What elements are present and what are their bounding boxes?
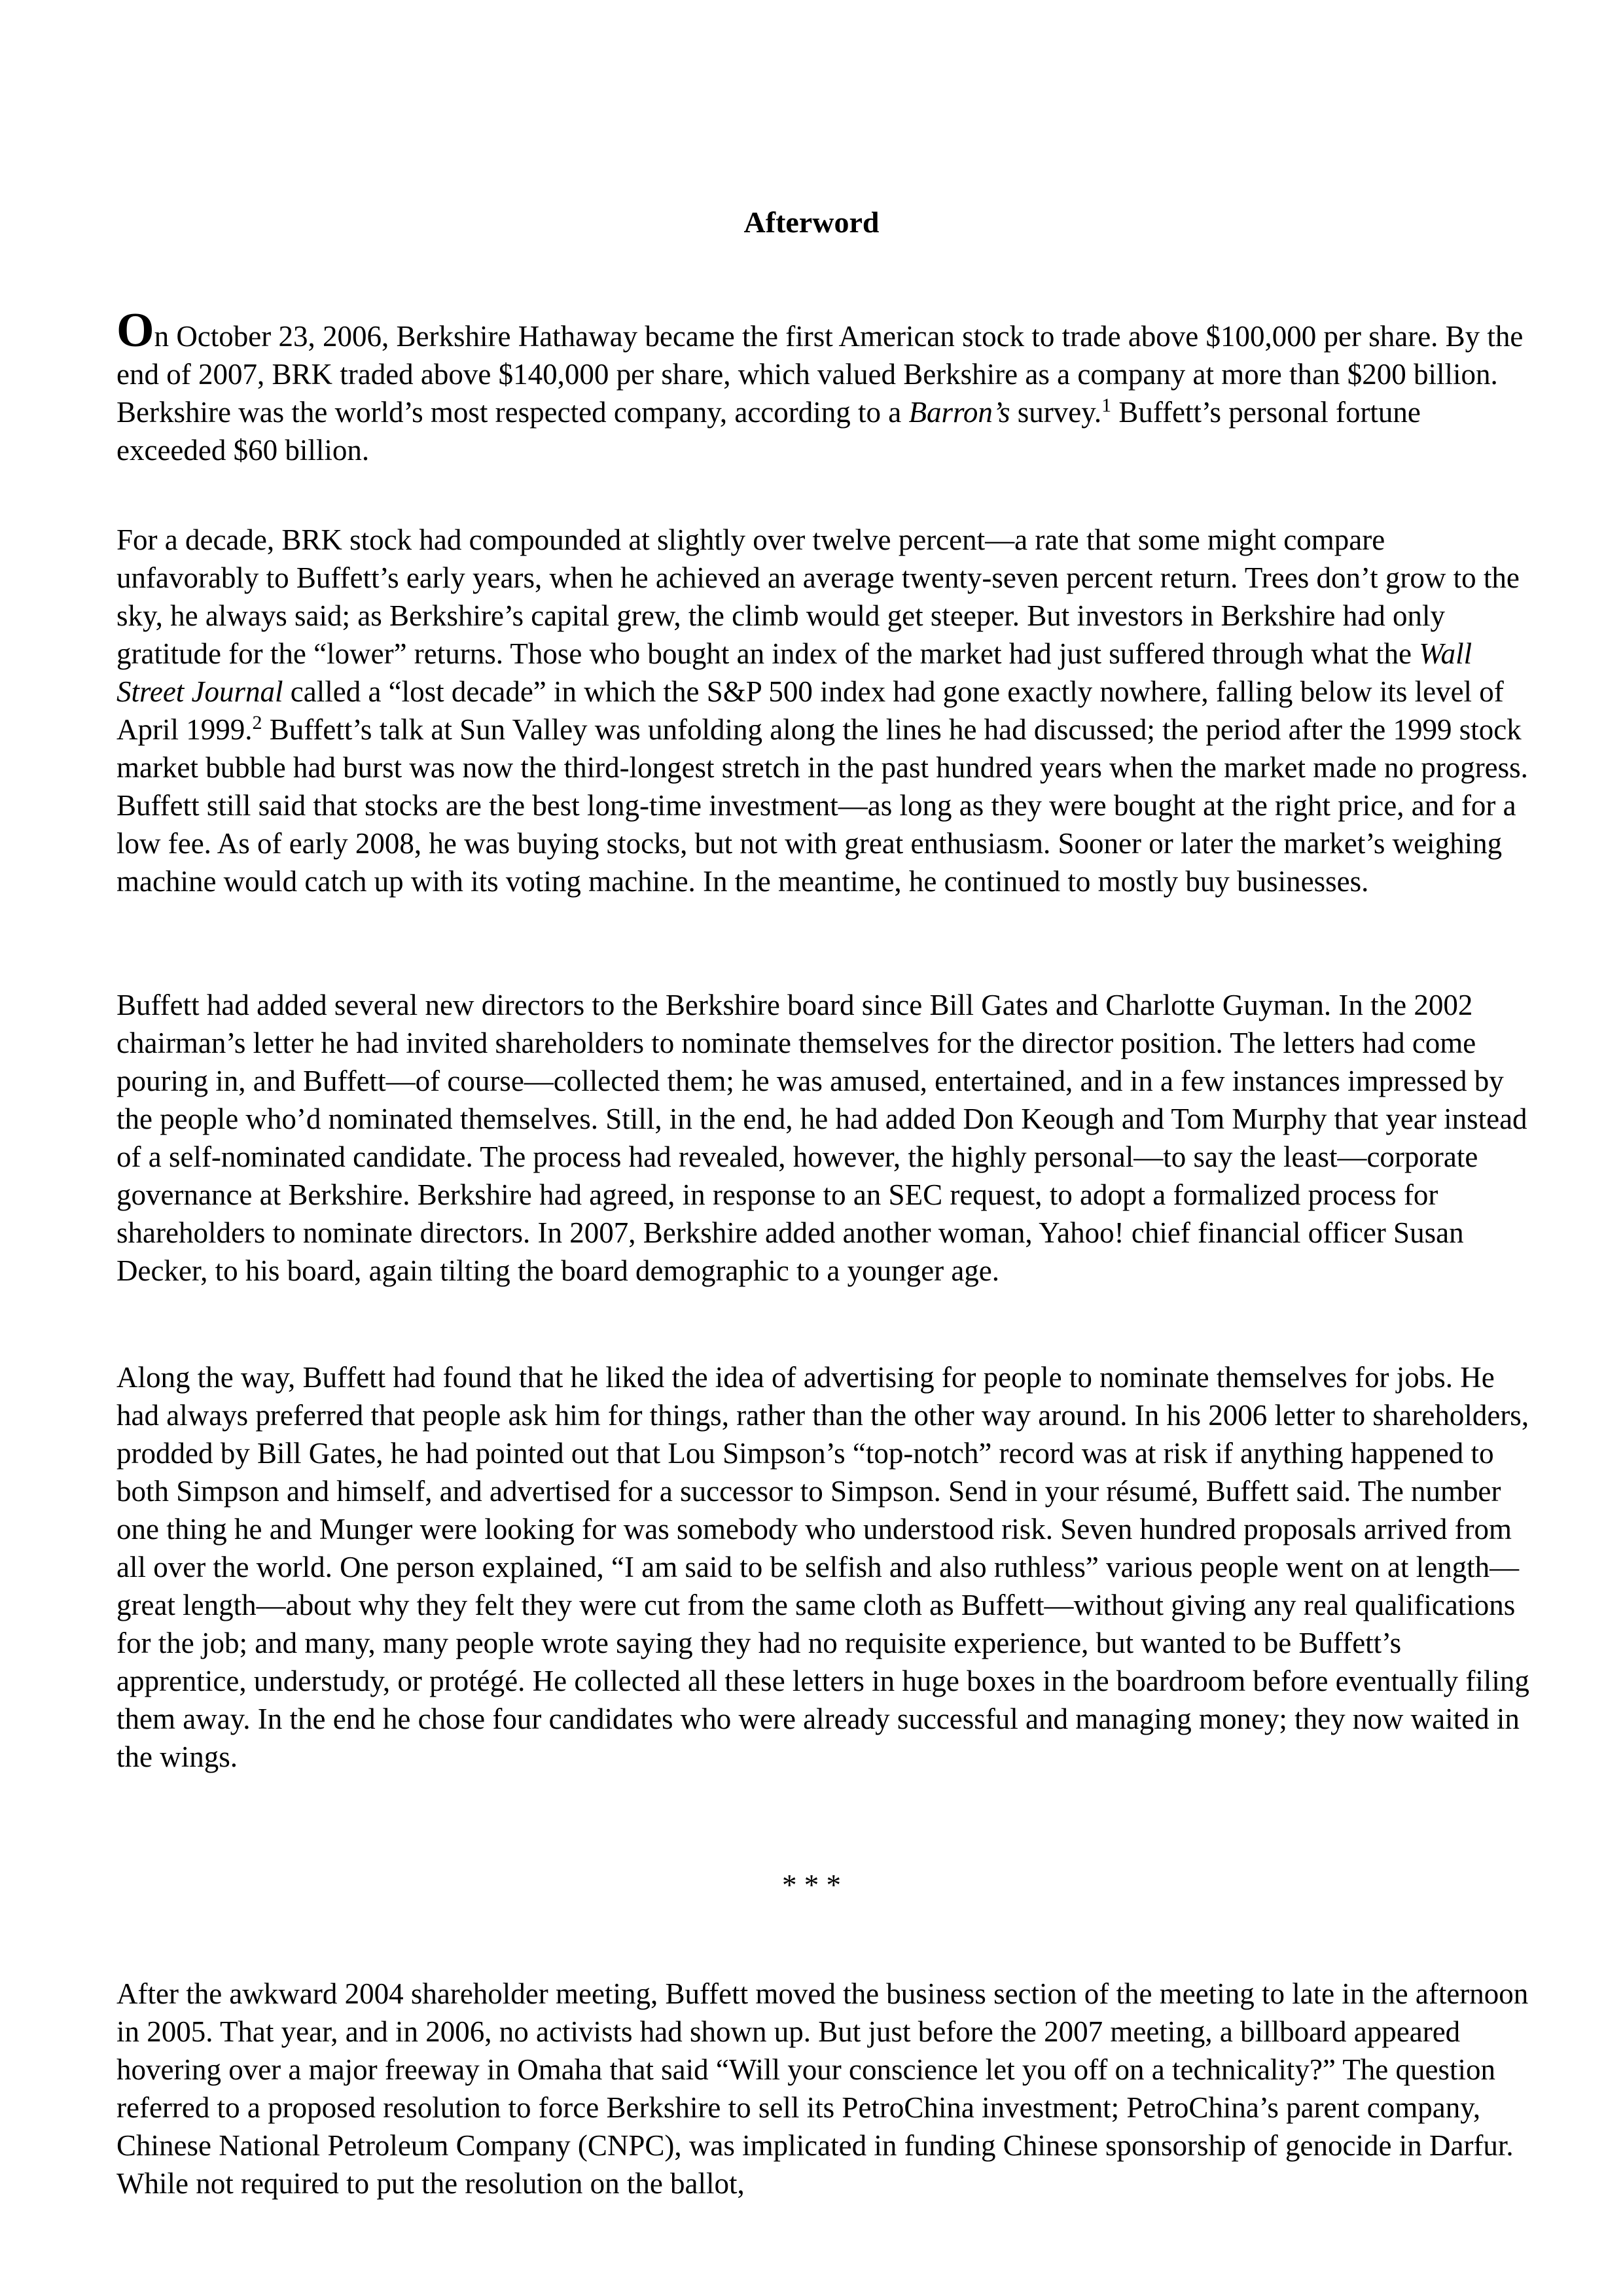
publication-name-barrons: Barron’s [908, 396, 1010, 429]
chapter-title: Afterword [743, 205, 880, 239]
paragraph-2-text-c: Buffett’s talk at Sun Valley was unfolding along the lines he had discussed; the period after the 1999 stock market bubble had burst was now the third-longest stretch in the past hundred years when the market made no progress. Buffett still said that stocks are the best long-time investment—as long as they were bought at the right price, and for a low fee. As of early 2008, he was buying stocks, but not with great enthusiasm. Sooner or later the market’s weighing machine would catch up with its voting machine. In the meantime, he continued to mostly buy businesses. [116, 713, 1528, 898]
footnote-ref-1: 1 [1101, 395, 1112, 416]
paragraph-1-text-c: Buffett’s personal fortune exceeded $60 billion. [116, 396, 1421, 467]
paragraph-3: Buffett had added several new directors to the Berkshire board since Bill Gates and Charlotte Guyman. In the 2002 chairman’s letter he had invited shareholders to nominate themselves for the director position. The letters had come pouring in, and Buffett—of course—collected them; he was amused, entertained, and in a few instances impressed by the people who’d nominated themselves. Still, in the end, he had added Don Keough and Tom Murphy that year instead of a self-nominated candidate. The process had revealed, however, the highly personal—to say the least—corporate governance at Berkshire. Berkshire had agreed, in response to an SEC request, to adopt a formalized process for shareholders to nominate directors. In 2007, Berkshire added another woman, Yahoo! chief financial officer Susan Decker, to his board, again tilting the board demographic to a younger age. [116, 989, 1527, 1287]
paragraph-5: After the awkward 2004 shareholder meeting, Buffett moved the business section of the meeting to late in the afternoon in 2005. That year, and in 2006, no activists had shown up. But just before the 2007 meeting, a billboard appeared hovering over a major freeway in Omaha that said “Will your conscience let you off on a technicality?” The question referred to a proposed resolution to force Berkshire to sell its PetroChina investment; PetroChina’s parent company, Chinese National Petroleum Company (CNPC), was implicated in funding Chinese sponsorship of genocide in Darfur. While not required to put the resolution on the ballot, [116, 1977, 1529, 2200]
paragraph-2-text-a: For a decade, BRK stock had compounded at slightly over twelve percent—a rate that some might compare unfavorably to Buffett’s early years, when he achieved an average twenty-seven percent return. Trees don’t grow to the sky, he always said; as Berkshire’s capital grew, the climb would get steeper. But investors in Berkshire had only gratitude for the “lower” returns. Those who bought an index of the market had just suffered through what the [116, 523, 1520, 670]
paragraph-1-text-b: survey. [1010, 396, 1102, 429]
drop-cap: O [116, 304, 154, 357]
paragraph-1 [116, 304, 1530, 469]
section-separator: * * * [782, 1869, 841, 1901]
paragraph-1-text-a: n October 23, 2006, Berkshire Hathaway became the first American stock to trade above $100,000 per share. By the end of 2007, BRK traded above $140,000 per share, which valued Berkshire as a company at more than $200 billion. Berkshire was the world’s most respected company, according to a [116, 320, 1524, 429]
paragraph-4: Along the way, Buffett had found that he liked the idea of advertising for people to nominate themselves for jobs. He had always preferred that people ask him for things, rather than the other way around. In his 2006 letter to shareholders, prodded by Bill Gates, he had pointed out that Lou Simpson’s “top-notch” record was at risk if anything happened to both Simpson and himself, and advertised for a successor to Simpson. Send in your résumé, Buffett said. The number one thing he and Munger were looking for was somebody who understood risk. Seven hundred proposals arrived from all over the world. One person explained, “I am said to be selfish and also ruthless” various people went on at length—great length—about why they felt they were cut from the same cloth as Buffett—without giving any real qualifications for the job; and many, many people wrote saying they had no requisite experience, but wanted to be Buffett’s apprentice, understudy, or protégé. He collected all these letters in huge boxes in the boardroom before eventually filing them away. In the end he chose four candidates who were already successful and managing money; they now waited in the wings. [116, 1361, 1529, 1773]
publication-name-wsj: Wall Street Journal [116, 637, 1472, 708]
footnote-ref-2: 2 [252, 712, 262, 733]
paragraph-2 [116, 521, 1530, 900]
paragraph-2-text-b: called a “lost decade” in which the S&P 500 index had gone exactly nowhere, falling below its level of April 1999. [116, 675, 1504, 746]
